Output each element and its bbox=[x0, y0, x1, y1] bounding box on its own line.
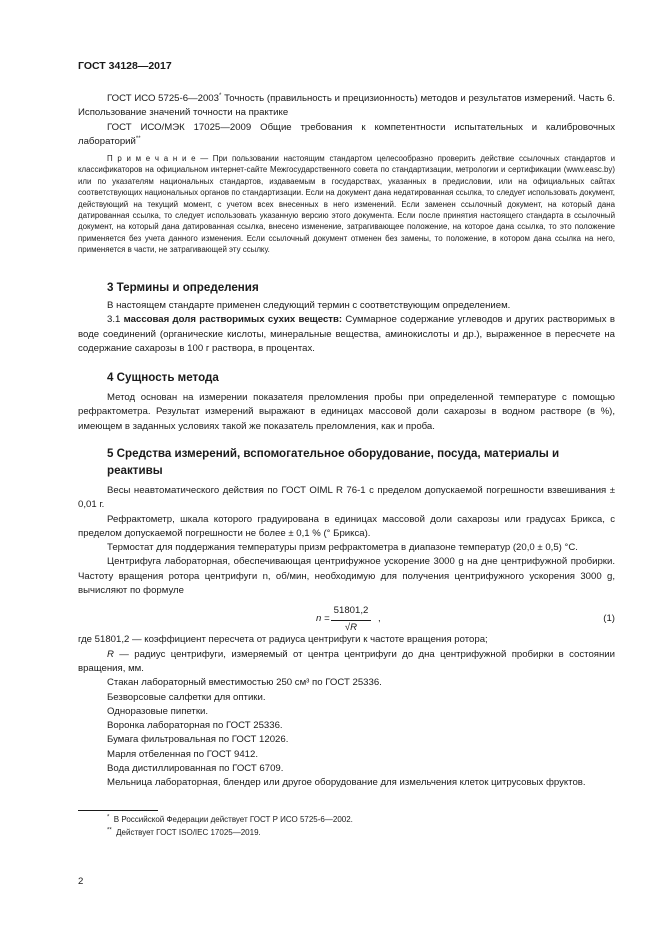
footnote-mark: * bbox=[107, 814, 110, 821]
paragraph: Рефрактометр, шкала которого градуирована в единицах массовой доли сахарозы или градусах Брикса, с пределом допускаемой погрешности не более ± 0,1 % (° Брикса). bbox=[78, 513, 615, 539]
section-4-heading: 4 Сущность метода bbox=[107, 371, 219, 384]
note-text: — При пользовании настоящим стандартом целесообразно проверить действие ссылочных стандартов и классификаторов на официальном интернет-сайте Межгосударственного совета по стандартизации, метрологии и сертификации (www.easc.by) или по указателям национальных стандартов, издаваемым в государствах, указанных в предисловии, или на официальных сайтах соответствующих национальных органов по стандартизации. Если на документ дана недатированная ссылка, то следует использовать документ, действующий на текущий момент, с учетом всех внесенных в него изменений. Если заменен ссылочный документ, на который дана датированная ссылка, то следует использовать указанную версию этого документа. Если после принятия настоящего стандарта в ссылочный документ, на который дана датированная ссылка, внесено изменение, затрагивающее положение, на которое дана ссылка, то это положение применяется без учета данного изменения. Если ссылочный документ отменен без замены, то положение, в котором дана ссылка на него, применяется в части, не затрагивающей эту ссылку. bbox=[78, 154, 615, 255]
list-item: Мельница лабораторная, блендер или другое оборудование для измельчения клеток цитрусовых фруктов. bbox=[107, 777, 586, 789]
paragraph: Весы неавтоматического действия по ГОСТ OIML R 76-1 с пределом допускаемой погрешности взвешивания ± 0,01 г. bbox=[78, 485, 615, 511]
footnote-text: Действует ГОСТ ISO/IEC 17025—2019. bbox=[116, 828, 261, 837]
paragraph: Метод основан на измерении показателя преломления пробы при определенной температуре с помощью рефрактометра. Результат измерений выражают в единицах массовой доли сахарозы в водном растворе (в %), имеющем в заданных условиях такой же показатель преломления, как и проба. bbox=[78, 392, 615, 432]
section-3-body bbox=[78, 299, 615, 356]
list-item: Марля отбеленная по ГОСТ 9412. bbox=[107, 748, 259, 760]
list-item: Одноразовые пипетки. bbox=[107, 705, 209, 717]
variable-description: — радиус центрифуги, измеряемый от центра центрифуги до дна центрифужной пробирки в состоянии вращения, мм. bbox=[78, 648, 615, 674]
section-5-heading: 5 Средства измерений, вспомогательное оборудование, посуда, материалы и реактивы bbox=[107, 447, 560, 477]
reference-title: ГОСТ ИСО/МЭК 17025—2009 Общие требования к компетентности испытательных и калибровочных лабораторий bbox=[78, 121, 615, 147]
footnote bbox=[107, 827, 261, 838]
footnote-mark: ** bbox=[107, 827, 112, 834]
paragraph: Центрифуга лабораторная, обеспечивающая центрифужное ускорение 3000 g на дне центрифужной пробирки. Частоту вращения ротора центрифуги n, об/мин, необходимую для получения центрифужного ускорения 3000 g, вычисляют по формуле bbox=[78, 556, 615, 597]
formula-fraction bbox=[331, 604, 371, 635]
term-definition bbox=[78, 313, 615, 356]
list-item: Бумага фильтровальная по ГОСТ 12026. bbox=[107, 734, 289, 746]
formula-punct: , bbox=[378, 613, 381, 625]
footnote-mark: ** bbox=[135, 135, 141, 142]
reference-title-cont: Точность (правильность и прецизионность) методов и результатов измерений. Часть 6. Использование значений точности на практике bbox=[78, 93, 615, 119]
reference-title: ГОСТ ИСО 5725-6—2003 bbox=[107, 93, 219, 104]
reference-item bbox=[78, 92, 615, 121]
list-item: Безворсовые салфетки для оптики. bbox=[107, 691, 266, 703]
page-number: 2 bbox=[78, 876, 84, 887]
term: массовая доля растворимых сухих веществ: bbox=[123, 314, 343, 326]
footnote-divider bbox=[78, 810, 158, 811]
normative-references bbox=[78, 92, 615, 149]
paragraph bbox=[78, 648, 615, 677]
paragraph: Термостат для поддержания температуры призм рефрактометра в диапазоне температур (20,0 ± 0,5) °С. bbox=[107, 542, 578, 554]
list-item: Воронка лабораторная по ГОСТ 25336. bbox=[107, 720, 283, 732]
note-label: П р и м е ч а н и е bbox=[107, 154, 196, 163]
reference-item bbox=[78, 121, 615, 150]
note-block bbox=[78, 153, 615, 256]
section-3-heading: 3 Термины и определения bbox=[107, 281, 259, 294]
formula-denominator: √R bbox=[344, 621, 358, 633]
footnote-text: В Российской Федерации действует ГОСТ Р ИСО 5725-6—2002. bbox=[113, 815, 353, 824]
term-number: 3.1 bbox=[107, 314, 124, 326]
section-4-body bbox=[78, 391, 615, 434]
formula-numerator: 51801,2 bbox=[331, 604, 371, 620]
formula bbox=[78, 604, 615, 633]
note-paragraph bbox=[78, 153, 615, 256]
variable: R bbox=[107, 648, 114, 660]
formula-number: (1) bbox=[603, 613, 615, 625]
running-header: ГОСТ 34128—2017 bbox=[78, 60, 172, 72]
definition: Суммарное содержание углеводов и других растворимых в воде соединений (органические кислоты, минеральные вещества, аминокислоты и др.), выраженное в пересчете на содержание сахарозы в 100 г раствора, в процентах. bbox=[78, 314, 615, 354]
list-item: Стакан лабораторный вместимостью 250 см³ по ГОСТ 25336. bbox=[107, 677, 382, 689]
formula-lhs: n = bbox=[316, 613, 330, 625]
list-item: Вода дистиллированная по ГОСТ 6709. bbox=[107, 763, 284, 775]
footnote-mark: * bbox=[218, 92, 222, 99]
footnote bbox=[107, 814, 353, 825]
paragraph: В настоящем стандарте применен следующий термин с соответствующим определением. bbox=[107, 300, 511, 311]
section-5-body bbox=[78, 484, 615, 791]
paragraph: где 51801,2 — коэффициент пересчета от радиуса центрифуги к частоте вращения ротора; bbox=[78, 634, 488, 646]
